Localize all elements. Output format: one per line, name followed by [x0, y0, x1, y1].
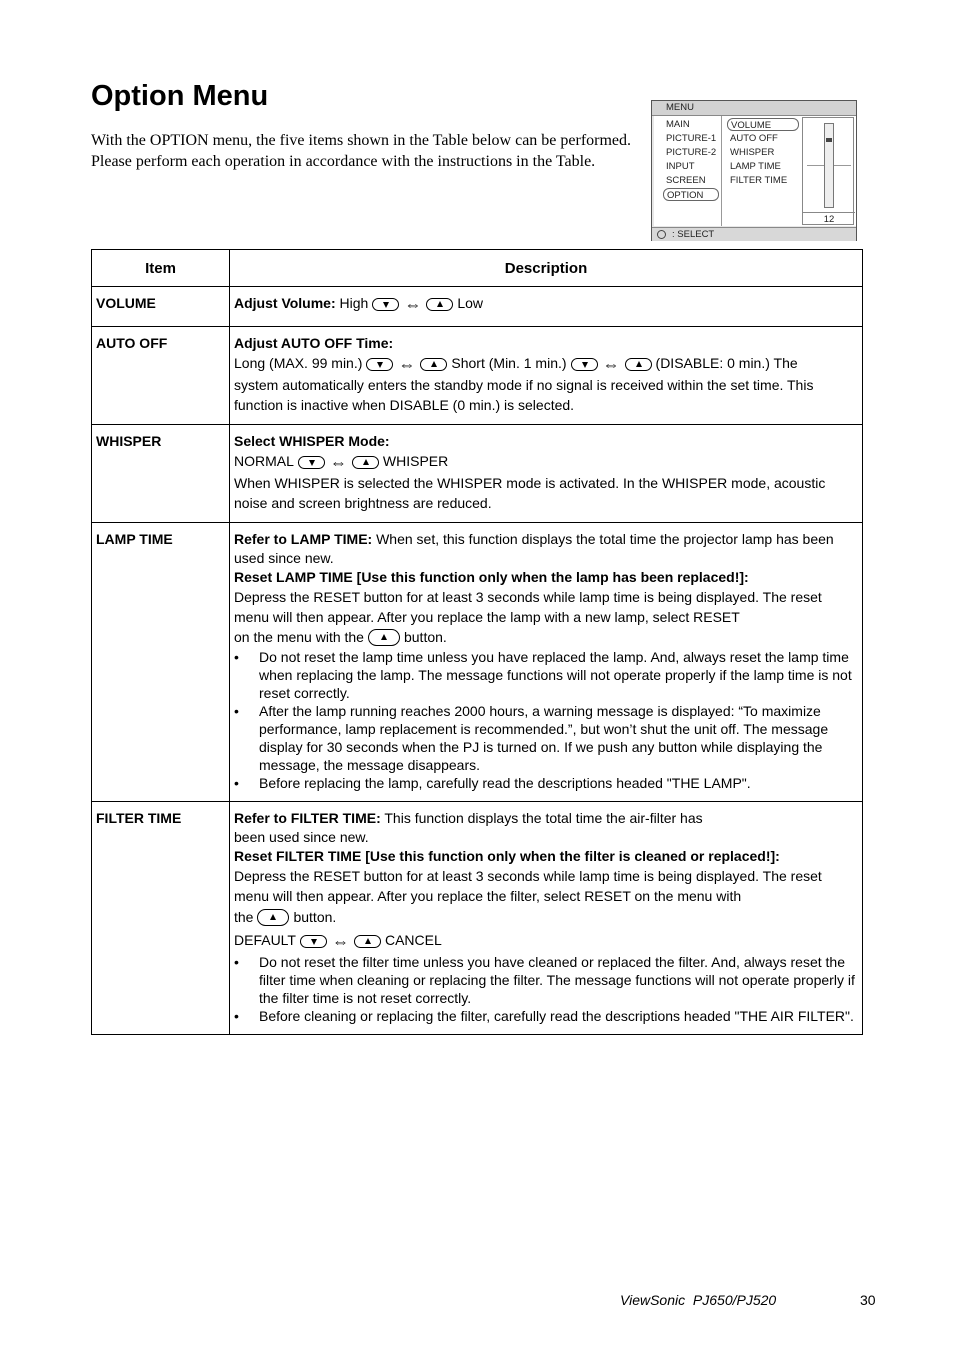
down-button-icon [298, 456, 325, 469]
table-row [92, 287, 863, 327]
lamp-time-notes [234, 648, 858, 792]
down-button-icon [366, 358, 393, 371]
osd-header: MENU [652, 101, 856, 116]
page-number: 30 [860, 1292, 876, 1308]
left-right-arrow-icon: ⇔ [398, 355, 416, 374]
option-menu-screenshot [651, 100, 857, 241]
up-button-icon [354, 935, 381, 948]
osd-footer: : SELECT [652, 227, 856, 241]
up-button-icon [257, 909, 289, 926]
up-button-icon [625, 358, 652, 371]
osd-item: FILTER TIME [730, 175, 788, 186]
description-lamp-time: Refer to LAMP TIME: When set, this function displays the total time the projector lamp has been used since new. Reset LAMP TIME [Use this function only when the lamp has been replaced!]: Depress the RESET button for at least 3 seconds while lamp time is being displayed. The reset menu will then appear. After you replace the lamp with a new lamp, select RESET on the menu with the button. • Do not reset the lamp time unless you have replaced the lamp. And, always reset the lamp time when replacing the lamp. The message functions will not operate properly if the lamp time is not reset correctly. • After the lamp running reaches 2000 hours, a warning message is displayed: “To maximize performance, lamp replacement is recommended.”, but won’t shut the unit off. The message display for 30 seconds when the PJ is turned on. If we push any button while displaying the message, the message disappears. • Before replacing the lamp, carefully read the descriptions headed "THE LAMP". [230, 523, 863, 802]
up-button-icon [420, 358, 447, 371]
left-right-arrow-icon: ⇔ [602, 355, 620, 374]
osd-volume-panel [801, 116, 856, 226]
osd-volume-slider [824, 123, 834, 208]
osd-item: WHISPER [730, 147, 775, 158]
list-item: • Do not reset the lamp time unless you have replaced the lamp. And, always reset the lamp time when replacing the lamp. The message functions will not operate properly if the lamp time is not reset correctly. [234, 648, 858, 702]
table-row [92, 425, 863, 523]
up-button-icon [368, 629, 400, 646]
osd-item: INPUT [666, 161, 695, 172]
up-button-icon [352, 456, 379, 469]
list-item: • Do not reset the filter time unless you have cleaned or replaced the filter. And, always reset the filter time when cleaning or replacing the filter. The message functions will not operate properly if the filter time is not reset correctly. [234, 953, 858, 1007]
page-footer [620, 1292, 880, 1308]
osd-item: PICTURE-1 [666, 133, 717, 144]
intro-text [91, 130, 651, 172]
left-right-arrow-icon: ⇔ [331, 932, 349, 951]
footer-model: PJ650/PJ520 [692, 1292, 777, 1308]
osd-option-menu [721, 116, 802, 226]
list-item: • After the lamp running reaches 2000 hours, a warning message is displayed: “To maximize performance, lamp replacement is recommended.”, but won’t shut the unit off. The message display for 30 seconds when the PJ is turned on. If we push any button while displaying the message, the message disappears. [234, 702, 858, 774]
osd-item: MAIN [666, 119, 690, 130]
description-auto-off: Adjust AUTO OFF Time: Long (MAX. 99 min.) ⇔ Short (Min. 1 min.) ⇔ (DISABLE: 0 min.) The system automatically enters the standby mode if no signal is received within the set time. This function is inactive when DISABLE (0 min.) is selected. [230, 327, 863, 425]
table-row [92, 523, 863, 802]
osd-volume-value: 12 [803, 212, 855, 226]
osd-item: SCREEN [666, 175, 706, 186]
item-lamp-time: LAMP TIME [92, 523, 230, 802]
left-right-arrow-icon: ⇔ [329, 453, 347, 472]
item-filter-time: FILTER TIME [92, 802, 230, 1035]
osd-item: PICTURE-2 [666, 147, 717, 158]
column-header-item: Item [92, 250, 230, 287]
intro-paragraph: With the OPTION menu, the five items shown in the Table below can be performed. [91, 132, 632, 149]
column-header-description: Description [230, 250, 863, 287]
intro-paragraph: Please perform each operation in accordance with the instructions in the Table. [91, 153, 596, 170]
down-button-icon [571, 358, 598, 371]
osd-slider-knob [826, 138, 832, 142]
left-right-arrow-icon: ⇔ [404, 295, 422, 314]
osd-item-selected: VOLUME [727, 118, 799, 131]
list-item: • Before cleaning or replacing the filter, carefully read the descriptions headed "THE AIR FILTER". [234, 1007, 858, 1025]
description-volume: Adjust Volume: High ⇔ Low [230, 287, 863, 327]
table-row [92, 802, 863, 1035]
description-whisper: Select WHISPER Mode: NORMAL ⇔ WHISPER When WHISPER is selected the WHISPER mode is activated. In the WHISPER mode, acoustic noise and screen brightness are reduced. [230, 425, 863, 523]
item-volume: VOLUME [92, 287, 230, 327]
osd-item-selected: OPTION [663, 188, 719, 201]
filter-time-notes [234, 953, 858, 1025]
up-button-icon [426, 298, 453, 311]
down-button-icon [372, 298, 399, 311]
page-title: Option Menu [91, 80, 269, 112]
osd-item: LAMP TIME [730, 161, 781, 172]
item-auto-off: AUTO OFF [92, 327, 230, 425]
table-row [92, 327, 863, 425]
osd-main-menu [654, 116, 722, 226]
down-button-icon [300, 935, 327, 948]
osd-slider-box [802, 117, 854, 225]
table-header-row [92, 250, 863, 287]
option-table [91, 249, 863, 1035]
footer-brand: ViewSonic [620, 1292, 686, 1308]
list-item: • Before replacing the lamp, carefully read the descriptions headed "THE LAMP". [234, 774, 858, 792]
select-icon [657, 230, 666, 239]
description-filter-time: Refer to FILTER TIME: This function displays the total time the air-filter has been used since new. Reset FILTER TIME [Use this function only when the filter is cleaned or replaced!]: Depress the RESET button for at least 3 seconds while lamp time is being displayed. The reset menu will then appear. After you replace the filter, select RESET on the menu with the button. DEFAULT ⇔ CANCEL • Do not reset the filter time unless you have cleaned or replaced the filter. And, always reset the filter time when cleaning or replacing the filter. The message functions will not operate properly if the filter time is not reset correctly. • Before cleaning or replacing the filter, carefully read the descriptions headed "THE AIR FILTER". [230, 802, 863, 1035]
item-whisper: WHISPER [92, 425, 230, 523]
osd-item: AUTO OFF [730, 133, 778, 144]
